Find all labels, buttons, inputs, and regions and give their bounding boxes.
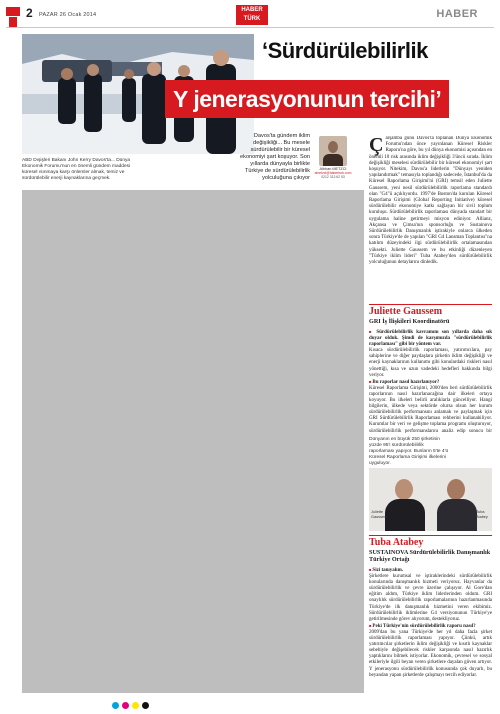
brand-bottom: TÜRK <box>243 16 261 22</box>
section1-q2: ■ Bu raporlar nasıl hazırlanıyor? <box>369 379 492 386</box>
section-label: HABER <box>436 8 478 20</box>
section1-text <box>369 329 492 435</box>
brand-top: HABER <box>241 7 263 13</box>
author-phone: 0212 313 62 53 <box>321 175 345 179</box>
dropcap: Ç <box>369 136 384 156</box>
author-photo <box>319 136 347 166</box>
section2-text <box>369 567 492 692</box>
article-summary: Davos'ta gündem iklim değişikliği... Bu mesele sürdürülebilir bir küresel ekonomiyi şart koşuyor. Son yıllarda dünyayla birlikte Türkiye de sürdürülebilirlik yolculuğuna çıkıyor <box>240 133 310 181</box>
section1-q1: ■ Sürdürülebilirlik kavramını son yıllarda daha sık duyar olduk. Şimdi de karşımızda "sürdürülebilirlik raporlaması" gibi bir yöntem var. <box>369 329 492 348</box>
author-name: Altıhan METZCI <box>319 167 347 171</box>
photo-label-right: Tuba Atabey <box>476 510 488 519</box>
interviewees-photo <box>369 468 492 531</box>
section2-q1: ■ Sizi tanıyalım. <box>369 567 492 574</box>
section1-a1: Kısaca sürdürülebilirlik raporlaması, yatırımcılara, pay sahiplerine ve diğer paydaşlara şirketin iklim değişikliği ve enerji kaynaklarının kullanımı gibi konulardaki riskleri nasıl yönettiği, kısa ve uzun vadedeki hedefleri hakkında bilgi veriyor. <box>369 348 492 378</box>
section1-role: GRI İş İlişkileri Koordinatörü <box>369 318 450 325</box>
section2-q2: ■ Peki Türkiye'nin sürdürülebilirlik raporu nasıl? <box>369 623 492 630</box>
section1-name: Juliette Gaussem <box>369 306 443 317</box>
issue-date: PAZAR 26 Ocak 2014 <box>39 12 97 18</box>
section2-rule <box>369 535 492 536</box>
header-divider <box>6 27 494 28</box>
haberturk-logo <box>236 5 268 25</box>
person-right <box>435 475 479 531</box>
author-email: ametzci@haberturk.com <box>314 171 352 175</box>
section2-name: Tuba Atabey <box>369 537 424 548</box>
author-box <box>313 136 353 179</box>
page-number: 2 <box>26 6 33 20</box>
headline-line-2: Y jenerasyonunun tercihi’ <box>165 80 449 118</box>
registration-dot-cyan <box>112 702 119 709</box>
section2-role: SUSTAINOVA Sürdürülebilirlik Danışmanlık Türkiye Ortağı <box>369 549 491 563</box>
registration-dot-magenta <box>122 702 129 709</box>
article-body: arşamba günü Davos'ta toplanan Dünya Ekonomik Forumu'ndan önce yayınlanan Küresel Riskler Raporu'na göre, bu yıl dünya ekonomisi açısından en önemli 10 risk arasında iklim değişikliği 3'üncü sırada. İklim değişikliği meselesi sürdürülebilir bir küresel ekonomiyi şart koşuyor. Nitekim, Davos'a liderlerin "Dünyayı yeniden yapılandırmak" temasıyla toplandığı sadecede, İstanbul'da da Küresel Raporlama Girişimi'ni (GRI) temsil eden Juliette Gaussem, yeni nesil sürdürülebilirlik raporlama standardı olan "G4"ü açıklıyordu. 1997'de Boston'da kurulan Küresel Raporlama Girişimi (Global Reporting Initiative) küresel sürdürülebilir ekonomiye katkı sağlayan bir sivil toplum kuruluşu. Sürdürülebilirlik raporlaması dünyada standart bir uygulama haline getirmeyi misyon ediniyor. Allianz, Akçansa ve Çimsa'nın sponsorluğu ve Sustainova Sürdürülebilirlik Danışmanlık iştirakiyle onlarca ülkeden sonra Türkiye'de de yapılan "GRI G4 Lansman Toplantısı"na katılım düzeyindeki ilgi sürdürülebilirlik ortalamasından yüksekti. Juliette Gaussem ve bu etkinliği düzenleyen "Türkiye iklim lideri" Tuba Atabey'den sürdürülebilirlik yolculuğunun detaylarını dinledik. <box>369 136 492 266</box>
photo-label-left: Juliette Gaussem <box>371 510 388 519</box>
photo-caption: ABD Dışişleri Bakanı John Kerry Davos'ta... Dünya Ekonomik Forumu'nun en önemli gündem maddesi küresel ısınmaya karşı önlemler almak, temiz ve sürdürülebilir enerji kaynaklarına geçmek. <box>22 158 131 181</box>
section1-rule <box>369 304 492 305</box>
section1-inset: Dünyanın en büyük 250 şirketinin yüzde 95'i sürdürülebilirlik raporlaması yapıyor. Bunların 5'te 4'ü Küresel Raporlama Girişimi ilkelerini uyguluyor. <box>369 437 449 466</box>
section1-a2: Küresel Raporlama Girişimi, 2000'den beri sürdürülebilirlik raporlarının nasıl hazırlanacağına dair ilkeleri ortaya koyuyor. Bu ilkeleri belirli aralıklarla güncelliyor. Hangi bilgilerin, ülkede veya sektörde olursa olsun her kurum sürdürülebilirlik performansını anlamak ve paylaşmak için GRI Sürdürülebilirlik Raporlaması rehberini kullanabiliyor. Kurumlar bir veri ve gelişme toplama programı oluşturuyor, sürdürülebilirlik performanslarını analiz edip sonucu bir <box>369 385 492 434</box>
registration-dot-yellow <box>132 702 139 709</box>
registration-dot-black <box>142 702 149 709</box>
ad-placeholder <box>22 190 364 693</box>
article-intro <box>369 136 492 298</box>
person-left <box>383 475 427 531</box>
headline-line-1: ‘Sürdürülebilirlik <box>262 38 428 63</box>
section2-a2: 2009'dan bu yana Türkiye'de her yıl daha fazla şirket sürdürülebilirlik raporlaması yapıyor. Çünkü, artık yatırımcılar şirketlerin iklim değişikliği ve kısıtlı kaynaklar sebebiyle değişebilecek riskler karşısında nasıl hazırlık yaptıklarını bilmek istiyorlar. Ekonomik, çevresel ve sosyal etkileriyle ilgili beyan veren şirketlere dayalan güven artıyor. Y jenerasyonu sürdürülebilirlik konusunda çok duyarlı, bu beyandan yapan şirketlerde çalışmayı tercih ediyorlar. <box>369 629 492 678</box>
section2-a1: Şirketlere kurumsal ve iştiraklerindeki sürdürülebilirlik konularında danışmanlık hizmeti veriyoruz. Hayvanlar da sürdürülebilirlik ve çevre üzerine çalışıyor. Al Gore'dan eğitim aldım, Türkiye iklim liderlerinden oldum. GRI onaylılık sürdürülebilirlik raporlamalarının hazırlanmasında Türkiye'de ilk danışmanlık hizmetini veren ekibimiz. Sürdürülebilirlik iklimlerine G4 versiyonunun Türkiye'ye getirilmesinde görev alıyorum, destekliyoruz. <box>369 574 492 622</box>
ht-logo <box>6 7 20 29</box>
